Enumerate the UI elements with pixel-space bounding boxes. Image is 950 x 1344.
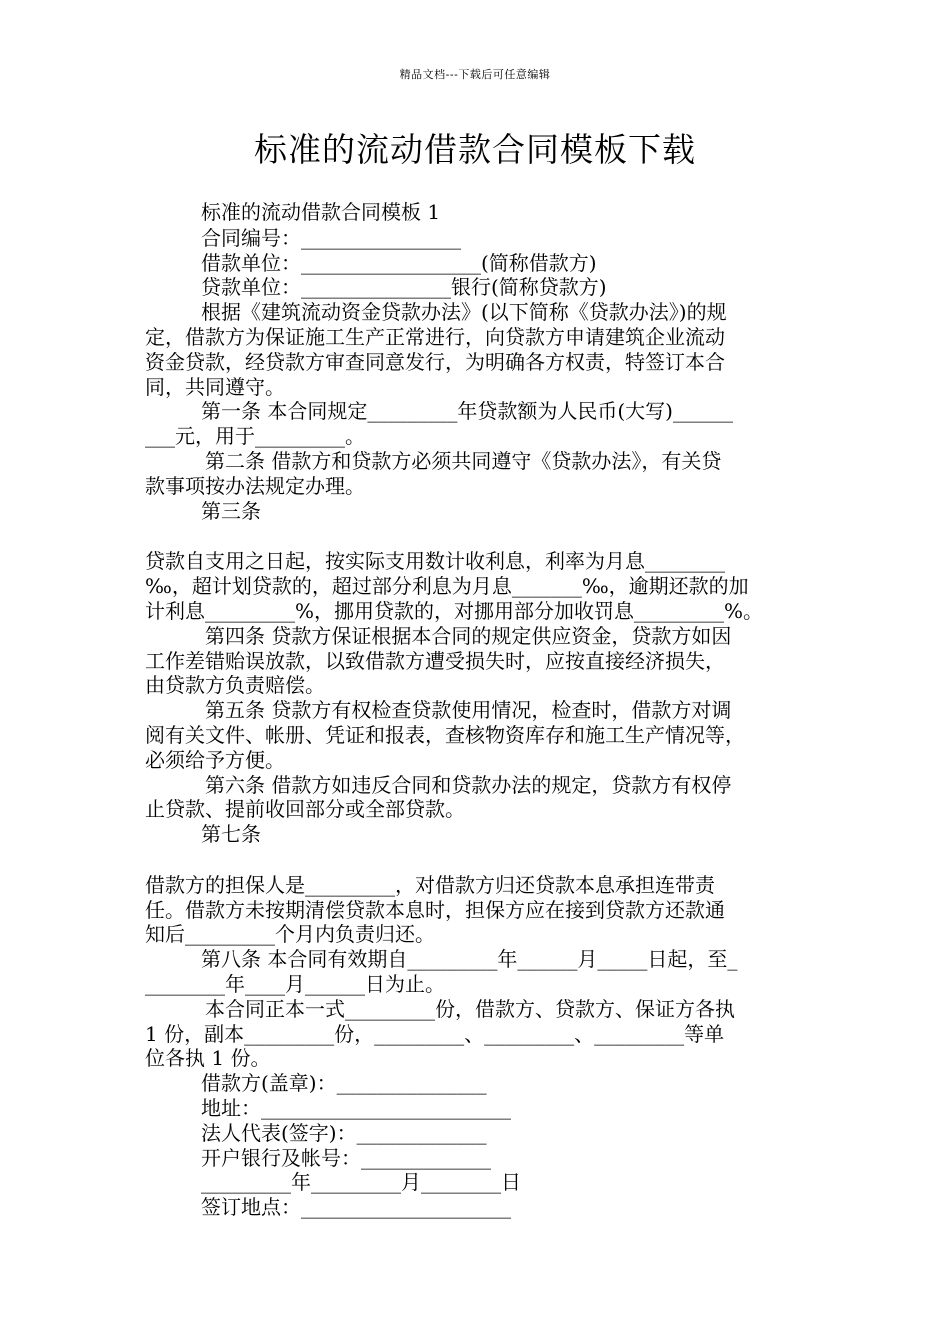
article-3-line: ‰，超计划贷款的，超过部分利息为月息_______‰，逾期还款的加 (145, 574, 749, 598)
article-7-line: 任。借款方未按期清偿贷款本息时，担保方应在接到贷款方还款通 (145, 898, 725, 922)
article-6-line: 第六条 借款方如违反合同和贷款办法的规定，贷款方有权停 (205, 773, 732, 797)
article-1-line: 第一条 本合同规定_________年贷款额为人民币(大写)______ (201, 399, 733, 423)
contract-number-line: 合同编号：________________ (201, 226, 461, 250)
section-heading: 标准的流动借款合同模板 1 (201, 200, 441, 224)
article-3-line: 贷款自支用之日起，按实际支用数计收利息，利率为月息________ (145, 549, 725, 573)
article-7-line: 知后_________个月内负责归还。 (145, 922, 435, 946)
article-3-heading: 第三条 (201, 499, 261, 523)
signing-place-line: 签订地点：_____________________ (201, 1195, 511, 1219)
article-4-line: 工作差错贻误放款，以致借款方遭受损失时，应按直接经济损失， (145, 649, 725, 673)
borrower-seal-line: 借款方(盖章)：_______________ (201, 1071, 487, 1095)
article-4-line: 由贷款方负责赔偿。 (145, 673, 325, 697)
article-5-line: 必须给予方便。 (145, 748, 285, 772)
copies-line: 本合同正本一式_________份，借款方、贷款方、保证方各执 (205, 997, 735, 1021)
address-line: 地址：_________________________ (201, 1096, 511, 1120)
copies-line: 位各执 1 份。 (145, 1046, 271, 1070)
article-5-line: 阅有关文件、帐册、凭证和报表，查核物资库存和施工生产情况等， (145, 723, 745, 747)
article-4-line: 第四条 贷款方保证根据本合同的规定供应资金，贷款方如因 (205, 624, 732, 648)
article-6-line: 止贷款、提前收回部分或全部贷款。 (145, 797, 465, 821)
article-3-line: 计利息_________%，挪用贷款的，对挪用部分加收罚息_________%。 (145, 599, 764, 623)
article-8-line: ________年____月______日为止。 (145, 972, 445, 996)
article-8-line: 第八条 本合同有效期自_________年______月_____日起，至_ (201, 947, 738, 971)
article-2-line: 第二条 借款方和贷款方必须共同遵守《贷款办法》，有关贷 (205, 449, 722, 473)
article-5-line: 第五条 贷款方有权检查贷款使用情况，检查时，借款方对调 (205, 698, 732, 722)
preamble-line: 同，共同遵守。 (145, 375, 285, 399)
borrower-line: 借款单位：__________________(简称借款方) (201, 251, 597, 275)
preamble-line: 资金贷款，经贷款方审查同意发行，为明确各方权责，特签订本合 (145, 350, 725, 374)
preamble-line: 根据《建筑流动资金贷款办法》(以下简称《贷款办法》)的规 (201, 300, 727, 324)
document-title: 标准的流动借款合同模板下载 (254, 130, 696, 169)
article-1-line: ___元，用于_________。 (145, 424, 365, 448)
article-2-line: 款事项按办法规定办理。 (145, 474, 365, 498)
legal-rep-line: 法人代表(签字)：_____________ (201, 1121, 487, 1145)
lender-line: 贷款单位：_______________银行(简称贷款方) (201, 275, 607, 299)
date-line: _________年_________月________日 (201, 1170, 521, 1194)
preamble-line: 定，借款方为保证施工生产正常进行，向贷款方申请建筑企业流动 (145, 325, 725, 349)
copies-line: 1 份，副本_________份，_________、_________、_________等单 (145, 1022, 725, 1046)
article-7-heading: 第七条 (201, 822, 261, 846)
article-7-line: 借款方的担保人是_________，对借款方归还贷款本息承担连带责 (145, 873, 715, 897)
bank-account-line: 开户银行及帐号：_____________ (201, 1146, 491, 1170)
page-header: 精品文档---下载后可任意编辑 (399, 68, 551, 81)
